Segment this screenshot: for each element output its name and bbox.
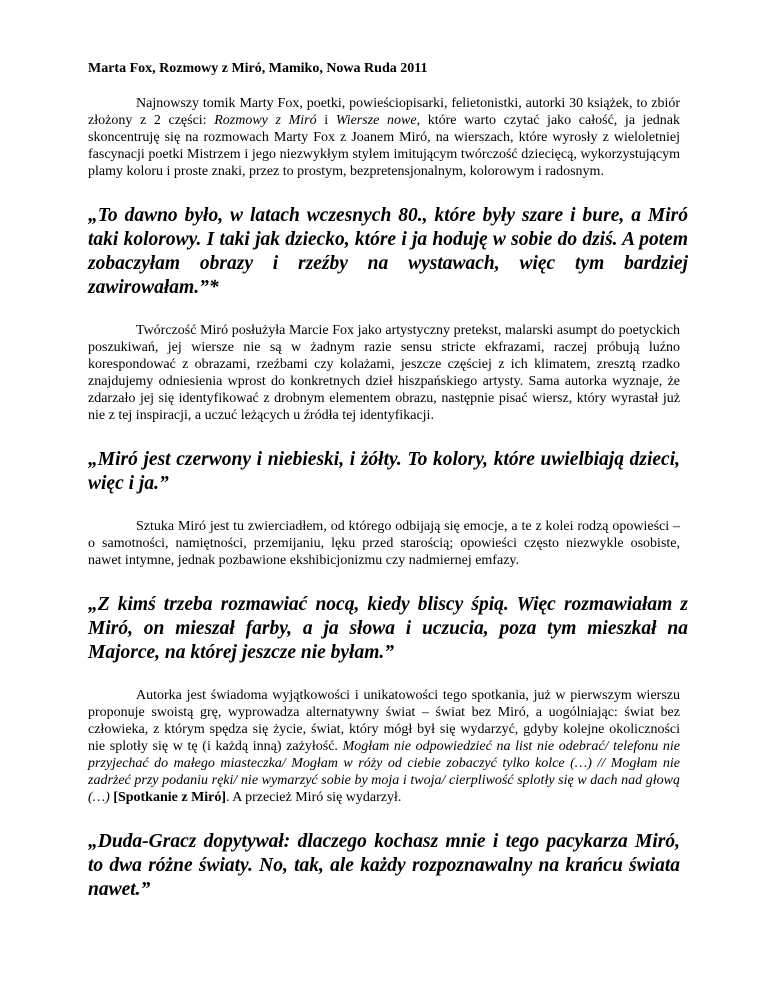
p1-title-rozmowy: Rozmowy z Miró	[214, 113, 317, 128]
p4-poem-excerpt: Mogłam nie odpowiedzieć na list nie odebrać/ telefonu nie przyjechać do małego miasteczka/ Mogłam w róży od ciebie zobaczyć tylko kolce (…) // Mogłam nie zadrżeć przy podaniu ręki/ nie wymarzyć sobie by moja i twoja/ cierpliwość splotły się w dach nad głową (…)	[88, 739, 680, 805]
document-page	[88, 60, 688, 924]
p1-text-e: , które warto czytać jako całość, ja jednak skoncentruję się na rozmowach Marty Fox z Joanem Miró, na wierszach, które wyrosły z wieloletniej fascynacji poetki Mistrzem i jego niezwykłym stylem imitującym twórczość dziecięcą, wykorzystującym plamy koloru i proste znaki, przez to prostym, bezpretensjonalnym, kolorowym i radosnym.	[88, 113, 681, 179]
paragraph-3: Sztuka Miró jest tu zwierciadłem, od którego odbijają się emocje, a te z kolei rodzą opowieści – o samotności, namiętności, przemijaniu, lęku przed starością; opowieści często niezwykle osobiste, nawet intymne, jednak pozbawione ekshibicjonizmu czy nadmiernej emfazy.	[88, 519, 680, 568]
quote-3: „Z kimś trzeba rozmawiać nocą, kiedy bliscy śpią. Więc rozmawiałam z Miró, on mieszał farby, a ja słowa i uczucia, poza tym mieszkał na Majorce, na której jeszcze nie byłam.”	[88, 594, 688, 663]
p1-title-wiersze: Wiersze nowe	[335, 113, 417, 128]
p1-text-a: Najnowszy tomik Marty Fox, poetki, powieściopisarki, felietonistki, autorki 30 książek, to zbiór złożony z 2 części:	[88, 96, 680, 128]
paragraph-1	[88, 95, 680, 180]
quote-1: „To dawno było, w latach wczesnych 80., które były szare i bure, a Miró taki kolorowy. I taki jak dziecko, które i ja hoduję w sobie do dziś. A potem zobaczyłam obrazy i rzeźby na wystawach, więc tym bardziej zawirowałam.”*	[88, 205, 688, 298]
document-heading: Marta Fox, Rozmowy z Miró, Mamiko, Nowa Ruda 2011	[88, 61, 428, 76]
paragraph-2: Twórczość Miró posłużyła Marcie Fox jako artystyczny pretekst, malarski asumpt do poetyckich poszukiwań, jej wiersze nie są w żadnym razie sensu stricte ekfrazami, raczej próbują luźno korespondować z obrazami, rzeźbami czy kolażami, jeszcze częściej z ich klimatem, zresztą rzadko znajdujemy odniesienia wprost do konkretnych dzieł hiszpańskiego artysty. Sama autorka wyznaje, że zdarzało jej się identyfikować z drobnym elementem obrazu, następnie pisać wiersz, który wyrastał już nie z tej inspiracji, a uczuć leżących u źródła tej identyfikacji.	[88, 323, 680, 423]
quote-4: „Duda-Gracz dopytywał: dlaczego kochasz mnie i tego pacykarza Miró, to dwa różne światy. No, tak, ale każdy rozpoznawalny na krańcu świata nawet.”	[88, 831, 680, 900]
p4-text-e: . A przecież Miró się wydarzył.	[226, 790, 402, 805]
quote-2: „Miró jest czerwony i niebieski, i żółty. To kolory, które uwielbiają dzieci, więc i ja.”	[88, 449, 680, 494]
p1-text-c: i	[316, 113, 336, 128]
paragraph-4	[88, 687, 680, 806]
p4-poem-title: [Spotkanie z Miró]	[113, 790, 227, 805]
p4-text-a: Autorka jest świadoma wyjątkowości i unikatowości tego spotkania, już w pierwszym wierszu proponuje swoistą grę, wyprowadza alternatywny świat – świat bez Miró, a uogólniając: świat bez człowieka, z którym spędza się życie, świat, który mógł był się wydarzyć, gdyby kolejne okoliczności nie splotły się w tę (i każdą inną) zażyłość.	[88, 688, 680, 754]
